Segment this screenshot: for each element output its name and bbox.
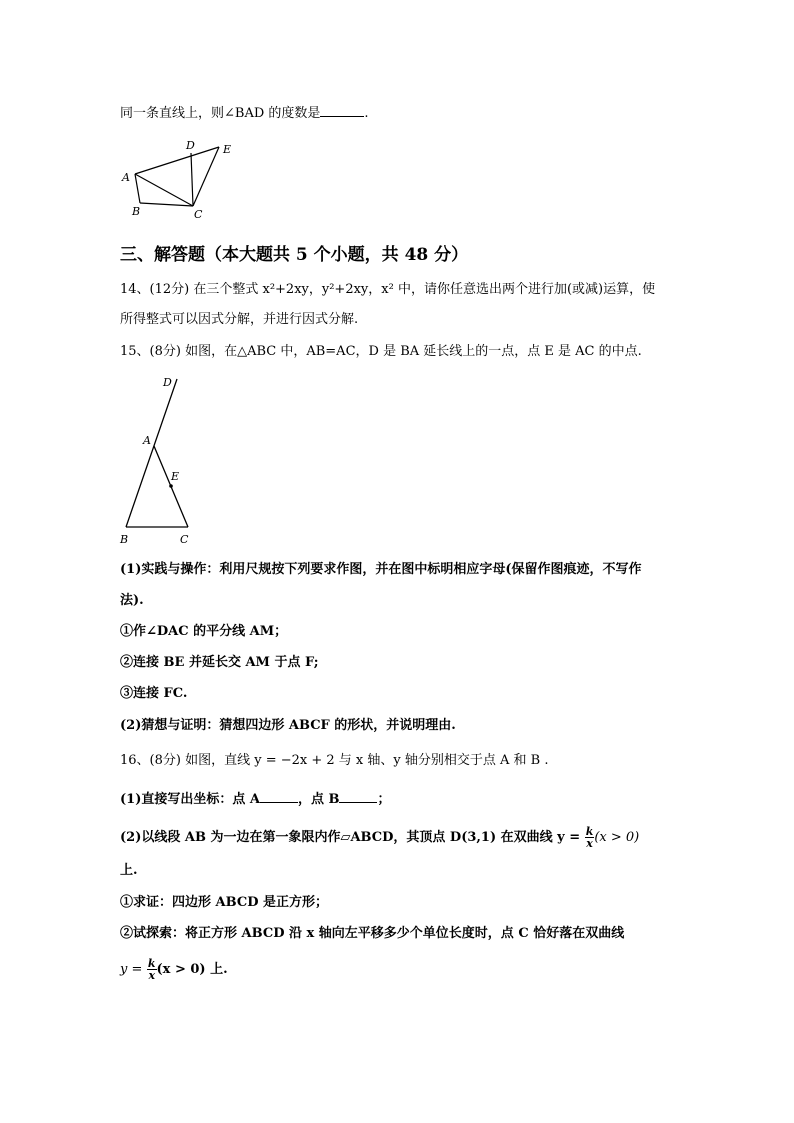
q15-step1: ①作∠DAC 的平分线 AM； [120, 624, 288, 639]
q16-part2-pre: (2)以线段 AB 为一边在第一象限内作▱ABCD，其顶点 D(3,1) 在双曲线 y = [120, 830, 581, 845]
label-e: E [171, 470, 180, 483]
segment-ac [135, 174, 193, 206]
label-d: D [163, 376, 172, 389]
q13-answer-blank [320, 104, 364, 117]
fraction-k-over-x [585, 826, 595, 849]
fraction-numerator: k [585, 825, 594, 838]
q15-line1: 15、(8分) 如图，在△ABC 中，AB=AC，D 是 BA 延长线上的一点，点 E 是 AC 的中点. [120, 344, 642, 359]
point-e [169, 484, 173, 488]
q15-step3: ③连接 FC. [120, 686, 188, 701]
label-e: E [223, 143, 232, 156]
segment-ab [135, 174, 140, 203]
q16-part2-end: 上. [120, 863, 138, 878]
q16-line1: 16、(8分) 如图，直线 y = −2x + 2 与 x 轴、y 轴分别相交于点 A 和 B . [120, 753, 549, 768]
q16-part1-pre: (1)直接写出坐标：点 A [120, 792, 260, 807]
label-a: A [122, 171, 130, 184]
label-a: A [143, 434, 151, 447]
segment-db [126, 379, 180, 527]
label-b: B [132, 205, 141, 218]
q15-part2: (2)猜想与证明：猜想四边形 ABCF 的形状，并说明理由. [120, 718, 456, 733]
label-b: B [120, 533, 129, 546]
figure-13 [118, 140, 248, 222]
segment-ae [135, 147, 219, 174]
q15-part1-line1: (1)实践与操作：利用尺规按下列要求作图，并在图中标明相应字母(保留作图痕迹，不写作 [120, 562, 642, 577]
q16-answer-blank-a [260, 790, 298, 803]
q15-part1-line2: 法). [120, 593, 144, 608]
q16-part1 [120, 790, 391, 809]
q15-step2: ②连接 BE 并延长交 AM 于点 F; [120, 655, 319, 670]
q16-item2: ②试探索：将正方形 ABCD 沿 x 轴向左平移多少个单位长度时，点 C 恰好落在双曲线 [120, 926, 625, 941]
q16-part2 [120, 826, 639, 849]
q16-item1: ①求证：四边形 ABCD 是正方形； [120, 895, 328, 910]
q13-text [120, 104, 369, 123]
q16-item2-cont [120, 958, 228, 981]
q13-end: . [364, 106, 369, 121]
q14-line1: 14、(12分) 在三个整式 x²+2xy，y²+2xy，x² 中，请你任意选出两个进行加(或减)运算，使 [120, 282, 656, 297]
segment-ec [193, 147, 219, 206]
q13-text-body: 同一条直线上，则∠BAD 的度数是 [120, 106, 321, 121]
figure-15 [116, 373, 206, 547]
segment-dc [191, 153, 193, 206]
label-c: C [194, 208, 203, 221]
fraction-denominator-2: x [148, 969, 155, 982]
q16-part1-end: ； [377, 792, 391, 807]
fraction-denominator: x [586, 837, 593, 850]
q16-frac-cond: (x > 0) [594, 830, 640, 845]
q14-line2: 所得整式可以因式分解，并进行因式分解. [120, 312, 359, 327]
q16-item2-end: (x > 0) 上. [156, 962, 228, 977]
fraction-numerator-2: k [147, 957, 156, 970]
section-heading: 三、解答题（本大题共 5 个小题，共 48 分） [120, 245, 469, 265]
q16-item2-pre: y = [120, 962, 143, 977]
q16-answer-blank-b [339, 790, 377, 803]
label-d: D [186, 140, 195, 152]
q16-part1-mid: ，点 B [297, 792, 340, 807]
segment-bc [140, 203, 193, 206]
fraction-k-over-x-2 [147, 958, 157, 981]
label-c: C [180, 533, 189, 546]
